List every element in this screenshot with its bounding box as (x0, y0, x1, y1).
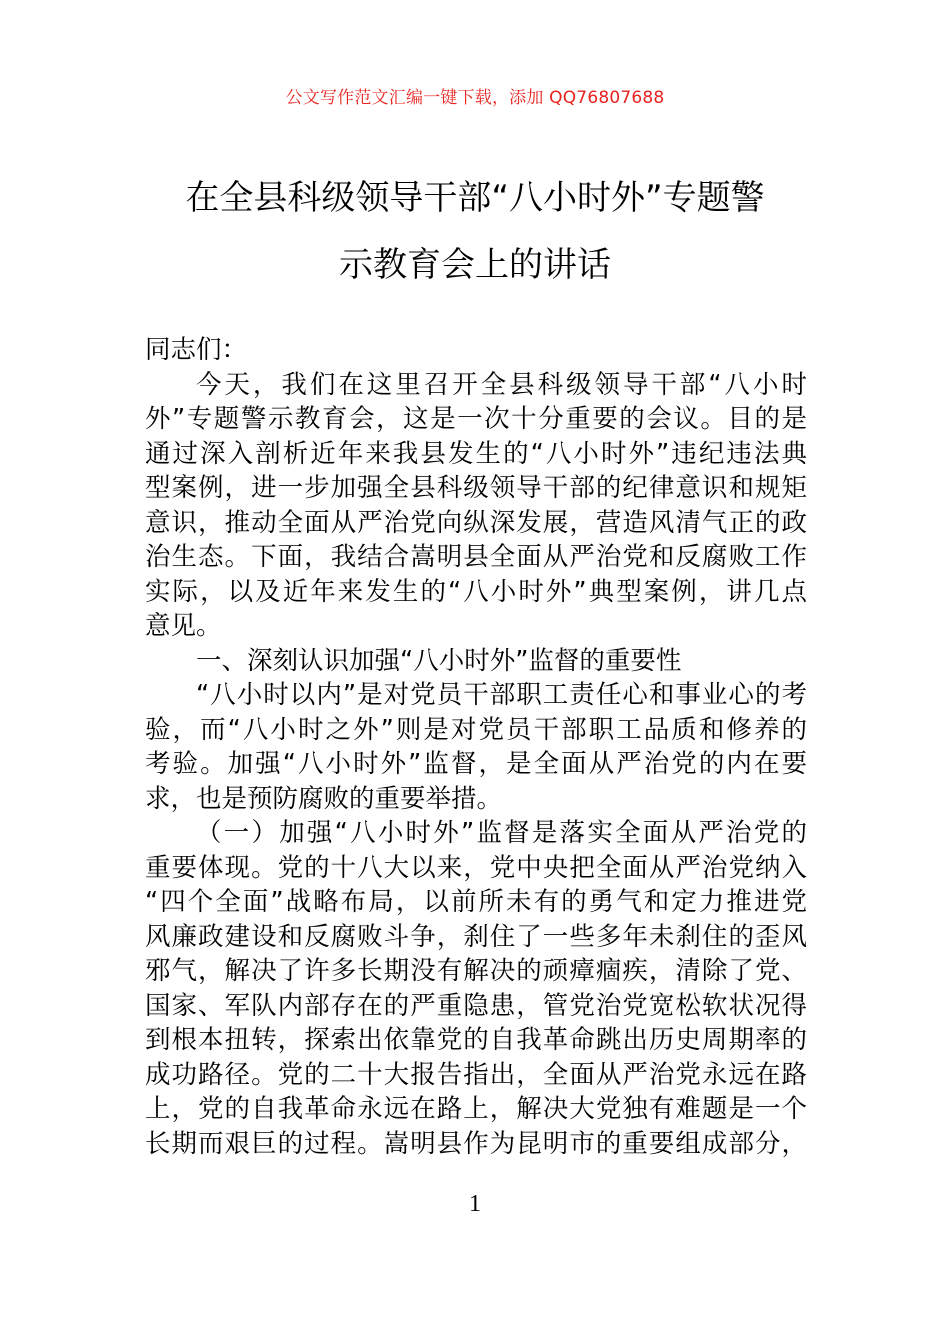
paragraph-line: 通过深入剖析近年来我县发生的“八小时外”违纪违法典 (145, 438, 807, 469)
document-title-line-1: 在全县科级领导干部“八小时外”专题警 (185, 178, 765, 218)
download-notice: 公文写作范文汇编一键下载，添加 QQ76807688 (285, 88, 665, 108)
paragraph-line: 邪气，解决了许多长期没有解决的顽瘴痼疾，清除了党、 (145, 956, 807, 986)
paragraph-line: 外”专题警示教育会，这是一次十分重要的会议。目的是 (145, 404, 807, 434)
paragraph-line: “四个全面”战略布局，以前所未有的勇气和定力推进党 (145, 887, 807, 917)
paragraph-line: 成功路径。党的二十大报告指出，全面从严治党永远在路 (145, 1059, 807, 1090)
paragraph-line: “八小时以内”是对党员干部职工责任心和事业心的考 (196, 680, 807, 710)
paragraph-line: 上，党的自我革命永远在路上，解决大党独有难题是一个 (145, 1094, 807, 1124)
section-heading: 一、深刻认识加强“八小时外”监督的重要性 (196, 645, 682, 676)
paragraph-line: 风廉政建设和反腐败斗争，刹住了一些多年未刹住的歪风 (145, 921, 807, 952)
paragraph-line: 求，也是预防腐败的重要举措。 (145, 783, 503, 814)
paragraph-line: 国家、军队内部存在的严重隐患，管党治党宽松软状况得 (145, 990, 807, 1021)
subsection-paragraph-line: （一）加强“八小时外”监督是落实全面从严治党的 (196, 818, 807, 848)
document-body (145, 333, 807, 1161)
paragraph-line: 到根本扭转，探索出依靠党的自我革命跳出历史周期率的 (145, 1025, 807, 1055)
paragraph-line: 意见。 (145, 611, 222, 641)
page-number: 1 (469, 1191, 481, 1217)
paragraph-line: 意识，推动全面从严治党向纵深发展，营造风清气正的政 (145, 507, 807, 538)
document-title-line-2: 示教育会上的讲话 (339, 245, 611, 285)
paragraph-line: 考验。加强“八小时外”监督，是全面从严治党的内在要 (145, 749, 807, 779)
paragraph-line: 验，而“八小时之外”则是对党员干部职工品质和修养的 (145, 714, 807, 745)
paragraph-line: 重要体现。党的十八大以来，党中央把全面从严治党纳入 (145, 852, 807, 883)
salutation: 同志们： (145, 335, 248, 365)
paragraph-line: 治生态。下面，我结合嵩明县全面从严治党和反腐败工作 (145, 542, 807, 572)
paragraph-line: 长期而艰巨的过程。嵩明县作为昆明市的重要组成部分， (145, 1128, 807, 1159)
paragraph-line: 型案例，进一步加强全县科级领导干部的纪律意识和规矩 (145, 473, 807, 503)
paragraph-line: 实际，以及近年来发生的“八小时外”典型案例，讲几点 (145, 576, 807, 607)
paragraph-line: 今天，我们在这里召开全县科级领导干部“八小时 (196, 369, 807, 400)
